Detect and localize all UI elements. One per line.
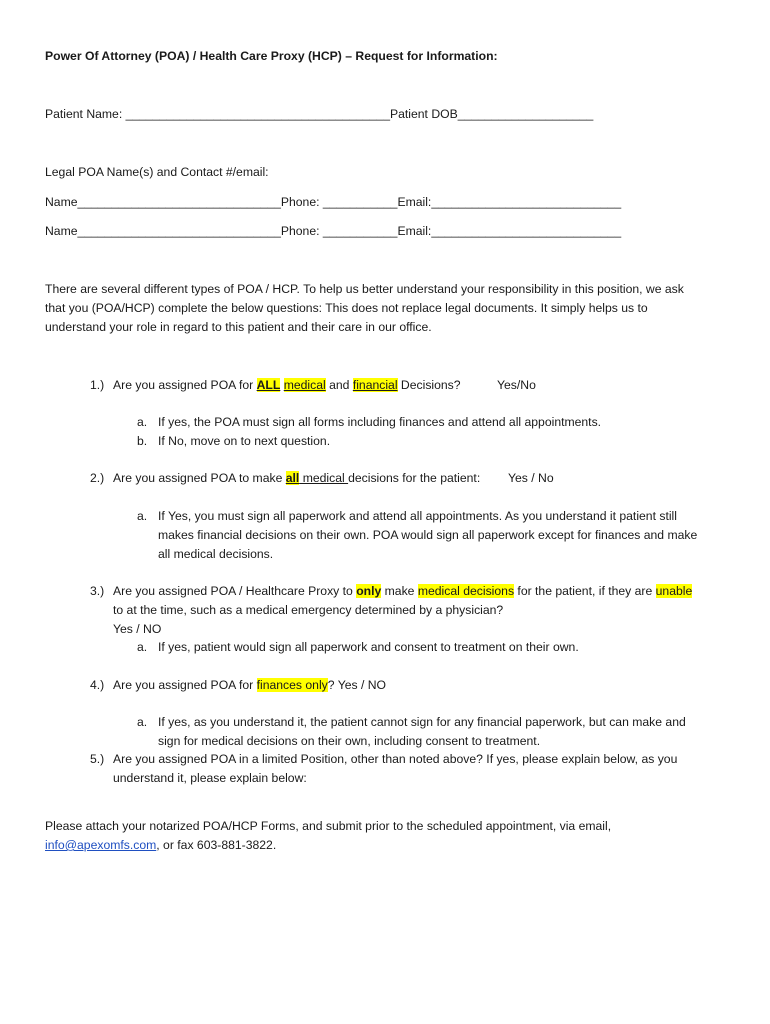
question-text-part: for the patient, if they are bbox=[514, 584, 656, 598]
contact-email-label: Email: bbox=[397, 224, 432, 238]
contact-phone-label: Phone: bbox=[280, 195, 323, 209]
contact-name-label: Name bbox=[45, 195, 78, 209]
sub-item-text: all medical decisions. bbox=[158, 547, 274, 561]
contact-row bbox=[45, 224, 621, 238]
sub-item-letter: a. bbox=[137, 509, 148, 523]
contact-row bbox=[45, 195, 621, 209]
question-1-text bbox=[113, 378, 461, 392]
question-3-answer[interactable]: Yes / NO bbox=[113, 622, 162, 636]
question-5-text: Are you assigned POA in a limited Position, other than noted above? If yes, please explain below, as you bbox=[113, 752, 678, 766]
document-title: Power Of Attorney (POA) / Health Care Proxy (HCP) – Request for Information: bbox=[45, 49, 498, 63]
contact-name-field[interactable]: ______________________________ bbox=[77, 195, 281, 209]
sub-item-letter: b. bbox=[137, 434, 148, 448]
question-text-part: Are you assigned POA for bbox=[113, 378, 257, 392]
contact-phone-field[interactable]: ___________ bbox=[322, 224, 398, 238]
question-2-answer[interactable]: Yes / No bbox=[508, 471, 554, 485]
question-text-part: ? Yes / NO bbox=[327, 678, 387, 692]
highlight-only: only bbox=[356, 584, 382, 598]
highlight-all: all bbox=[285, 471, 300, 485]
sub-item-text: makes financial decisions on their own. POA would sign all paperwork except for finances and make bbox=[158, 528, 698, 542]
question-1-number: 1.) bbox=[90, 378, 105, 392]
sub-item-text: If yes, the POA must sign all forms including finances and attend all appointments. bbox=[158, 415, 602, 429]
question-3-number: 3.) bbox=[90, 584, 105, 598]
question-1-answer[interactable]: Yes/No bbox=[497, 378, 536, 392]
highlight-medical: medical bbox=[283, 378, 326, 392]
legal-poa-heading: Legal POA Name(s) and Contact #/email: bbox=[45, 165, 269, 179]
question-2-text bbox=[113, 471, 480, 485]
sub-item-text: If yes, patient would sign all paperwork and consent to treatment on their own. bbox=[158, 640, 579, 654]
fax-text: , or fax 603-881-3822. bbox=[156, 838, 277, 852]
patient-name-label: Patient Name: bbox=[45, 107, 126, 121]
contact-name-field[interactable]: ______________________________ bbox=[77, 224, 281, 238]
footer-contact bbox=[45, 838, 276, 852]
highlight-unable: unable bbox=[655, 584, 693, 598]
question-text-part: Are you assigned POA / Healthcare Proxy to bbox=[113, 584, 357, 598]
patient-line bbox=[45, 107, 593, 121]
question-4-text bbox=[113, 678, 386, 692]
question-text-part: Are you assigned POA to make bbox=[113, 471, 286, 485]
highlight-financial: financial bbox=[352, 378, 398, 392]
email-link[interactable]: info@apexomfs.com bbox=[45, 838, 157, 852]
intro-line: There are several different types of POA / HCP. To help us better understand your responsibility in this position, we ask bbox=[45, 282, 684, 296]
question-5-text-line2: understand it, please explain below: bbox=[113, 771, 307, 785]
sub-item-letter: a. bbox=[137, 415, 148, 429]
underlined-medical: medical bbox=[299, 471, 349, 485]
question-text-part: and bbox=[325, 378, 353, 392]
question-3-text bbox=[113, 584, 692, 598]
contact-email-label: Email: bbox=[397, 195, 432, 209]
contact-phone-field[interactable]: ___________ bbox=[322, 195, 398, 209]
contact-name-label: Name bbox=[45, 224, 78, 238]
footer-instructions: Please attach your notarized POA/HCP Forms, and submit prior to the scheduled appointment, via email, bbox=[45, 819, 612, 833]
sub-item-text: If No, move on to next question. bbox=[158, 434, 331, 448]
question-2-number: 2.) bbox=[90, 471, 105, 485]
sub-item-text: If yes, as you understand it, the patient cannot sign for any financial paperwork, but can make and bbox=[158, 715, 686, 729]
highlight-all: ALL bbox=[256, 378, 281, 392]
question-text-part: Are you assigned POA for bbox=[113, 678, 257, 692]
question-3-text-line2: to at the time, such as a medical emergency determined by a physician? bbox=[113, 603, 504, 617]
question-text-part: Decisions? bbox=[397, 378, 461, 392]
contact-email-field[interactable]: ____________________________ bbox=[431, 224, 622, 238]
intro-line: understand your role in regard to this patient and their care in our office. bbox=[45, 320, 432, 334]
question-text-part: decisions for the patient: bbox=[348, 471, 481, 485]
question-4-number: 4.) bbox=[90, 678, 105, 692]
patient-name-field[interactable]: _______________________________________ bbox=[125, 107, 390, 121]
contact-email-field[interactable]: ____________________________ bbox=[431, 195, 622, 209]
sub-item-letter: a. bbox=[137, 640, 148, 654]
sub-item-letter: a. bbox=[137, 715, 148, 729]
contact-phone-label: Phone: bbox=[280, 224, 323, 238]
patient-dob-field[interactable]: ____________________ bbox=[457, 107, 594, 121]
question-5-number: 5.) bbox=[90, 752, 105, 766]
sub-item-text: If Yes, you must sign all paperwork and attend all appointments. As you understand it patient still bbox=[158, 509, 677, 523]
sub-item-text: sign for medical decisions on their own, including consent to treatment. bbox=[158, 734, 541, 748]
patient-dob-label: Patient DOB bbox=[389, 107, 458, 121]
highlight-finances-only: finances only bbox=[256, 678, 328, 692]
highlight-medical-decisions: medical decisions bbox=[417, 584, 515, 598]
question-text-part: make bbox=[381, 584, 418, 598]
intro-line: that you (POA/HCP) complete the below questions: This does not replace legal documents. It simply helps us to bbox=[45, 301, 648, 315]
